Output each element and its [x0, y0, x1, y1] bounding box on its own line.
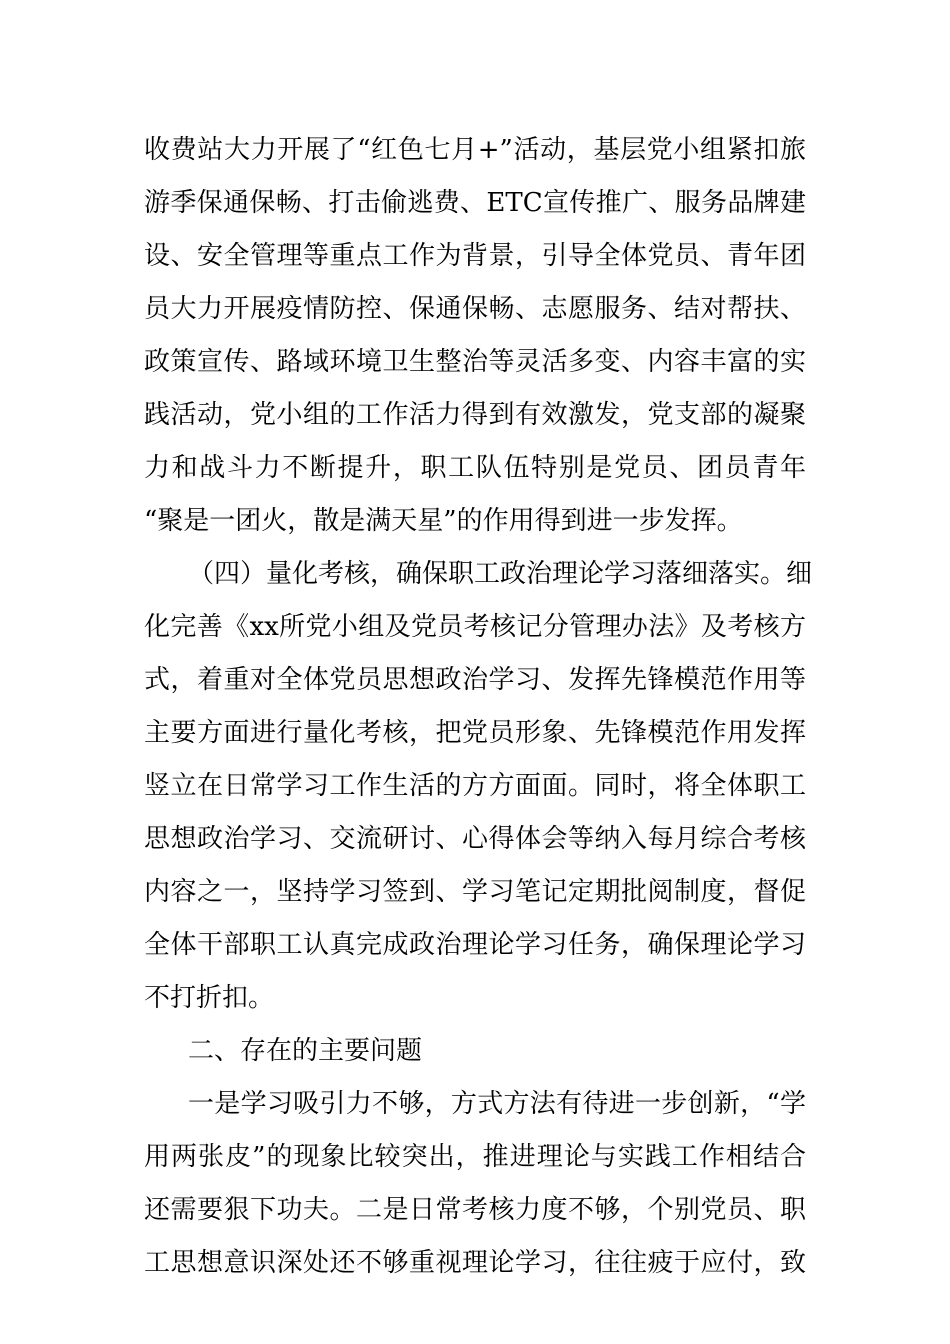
text-line: 设、安全管理等重点工作为背景，引导全体党员、青年团 [144, 241, 806, 271]
text-line: 游季保通保畅、打击偷逃费、ETC宣传推广、服务品牌建 [144, 188, 806, 218]
document-body [144, 124, 813, 1290]
text-line: 员大力开展疫情防控、保通保畅、志愿服务、结对帮扶、 [144, 294, 806, 324]
text-line: 政策宣传、路域环境卫生整治等灵活多变、内容丰富的实 [144, 347, 806, 377]
text-line: 主要方面进行量化考核，把党员形象、先锋模范作用发挥 [144, 718, 806, 748]
text-line: 用两张皮”的现象比较突出，推进理论与实践工作相结合 [144, 1142, 806, 1172]
text-line: 践活动，党小组的工作活力得到有效激发，党支部的凝聚 [144, 400, 806, 430]
text-line: 全体干部职工认真完成政治理论学习任务，确保理论学习 [144, 930, 806, 960]
text-line: 内容之一，坚持学习签到、学习笔记定期批阅制度，督促 [144, 877, 806, 907]
text-line: 力和战斗力不断提升，职工队伍特别是党员、团员青年 [144, 453, 806, 483]
text-line: 收费站大力开展了“红色七月+”活动，基层党小组紧扣旅 [144, 135, 806, 165]
text-line: 工思想意识深处还不够重视理论学习，往往疲于应付，致 [144, 1248, 806, 1278]
section-heading: 二、存在的主要问题 [188, 1036, 423, 1066]
section-heading-line: （四）量化考核，确保职工政治理论学习落细落实。细 [188, 559, 813, 589]
text-line: 化完善《xx所党小组及党员考核记分管理办法》及考核方 [144, 612, 806, 642]
text-line: 还需要狠下功夫。二是日常考核力度不够，个别党员、职 [144, 1195, 806, 1225]
text-line: “聚是一团火，散是满天星”的作用得到进一步发挥。 [144, 506, 743, 536]
text-line: 一是学习吸引力不够，方式方法有待进一步创新，“学 [188, 1089, 806, 1119]
text-line: 不打折扣。 [144, 983, 275, 1013]
text-line: 思想政治学习、交流研讨、心得体会等纳入每月综合考核 [144, 824, 806, 854]
text-line: 竖立在日常学习工作生活的方方面面。同时，将全体职工 [144, 771, 806, 801]
text-line: 式，着重对全体党员思想政治学习、发挥先锋模范作用等 [144, 665, 806, 695]
